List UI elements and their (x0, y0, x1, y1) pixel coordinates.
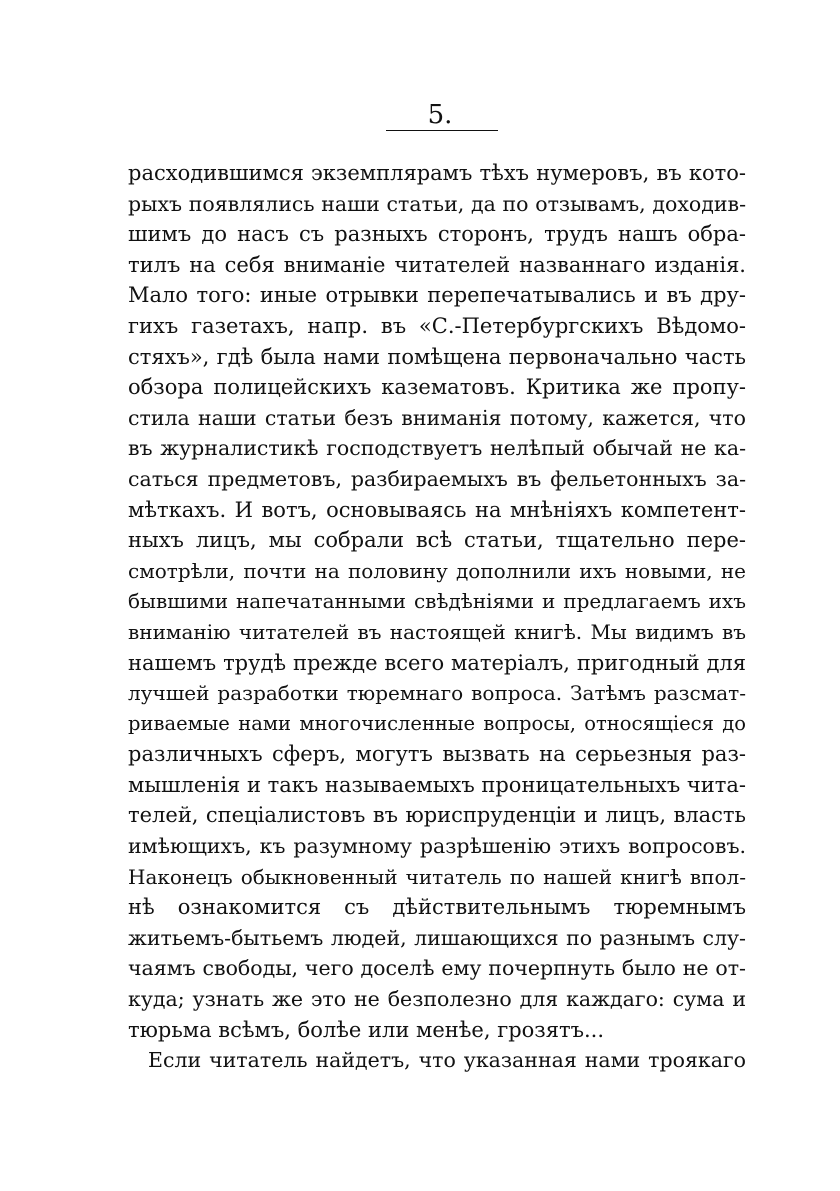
text-line: бывшими напечатанными свѣдѣніями и предлагаемъ ихъ (128, 589, 746, 614)
text-line: куда; узнать же это не безполезно для каждаго: сума и (128, 987, 746, 1012)
text-line: расходившимся экземплярамъ тѣхъ нумеровъ, въ кото- (128, 161, 746, 185)
text-line: смотрѣли, почти на половину дополнили ихъ новыми, не (128, 558, 746, 583)
text-line: различныхъ сферъ, могутъ вызвать на серьезныя раз- (128, 742, 746, 767)
text-line: нашемъ трудѣ прежде всего матеріалъ, пригодный для (128, 650, 746, 675)
text-line: обзора полицейскихъ казематовъ. Критика же пропу- (128, 375, 746, 400)
text-line: гихъ газетахъ, напр. въ «С.-Петербургскихъ Вѣдомо- (128, 313, 746, 338)
page-number: 5. (427, 100, 453, 130)
text-line: мѣткахъ. И вотъ, основываясь на мнѣніяхъ компетент- (128, 497, 746, 522)
text-line: шимъ до насъ съ разныхъ сторонъ, трудъ нашъ обра- (128, 222, 746, 247)
text-line: телей, спеціалистовъ въ юриспруденціи и лицъ, власть (128, 803, 746, 828)
text-line: вниманію читателей въ настоящей книгѣ. Мы видимъ въ (128, 619, 746, 644)
text-line: ныхъ лицъ, мы собрали всѣ статьи, тщательно пере- (128, 528, 746, 553)
text-line: тилъ на себя вниманіе читателей названнаго изданія. (128, 252, 746, 277)
text-line: мышленія и такъ называемыхъ проницательныхъ чита- (128, 772, 746, 797)
text-line: въ журналистикѣ господствуетъ нелѣпый обычай не ка- (128, 436, 746, 461)
text-line: риваемые нами многочисленные вопросы, относящіеся до (128, 711, 746, 735)
page-body (128, 158, 746, 1076)
header-rule (386, 130, 498, 131)
text-line: саться предметовъ, разбираемыхъ въ фельетонныхъ за- (128, 466, 746, 491)
text-line: рыхъ появлялись наши статьи, да по отзывамъ, доходив- (128, 191, 746, 216)
text-line: стила наши статьи безъ вниманія потому, кажется, что (128, 405, 746, 430)
text-line: Наконецъ обыкновенный читатель по нашей книгѣ впол- (128, 864, 746, 889)
text-line: стяхъ», гдѣ была нами помѣщена первоначально часть (128, 344, 746, 369)
text-line: лучшей разработки тюремнаго вопроса. Затѣмъ разсмат- (128, 681, 746, 706)
text-line: чаямъ свободы, чего доселѣ ему почерпнуть было не от- (128, 956, 746, 981)
text-line: Если читатель найдетъ, что указанная нами троякаго (148, 1048, 746, 1073)
text-line: имѣющихъ, къ разумному разрѣшенію этихъ вопросовъ. (128, 834, 746, 859)
text-line: житьемъ-бытьемъ людей, лишающихся по разнымъ слу- (128, 925, 746, 950)
text-line: Мало того: иные отрывки перепечатывались и въ дру- (128, 283, 746, 308)
text-line: тюрьма всѣмъ, болѣе или менѣе, грозятъ... (128, 1017, 604, 1042)
text-line: нѣ ознакомится съ дѣйствительнымъ тюремнымъ (128, 895, 746, 920)
